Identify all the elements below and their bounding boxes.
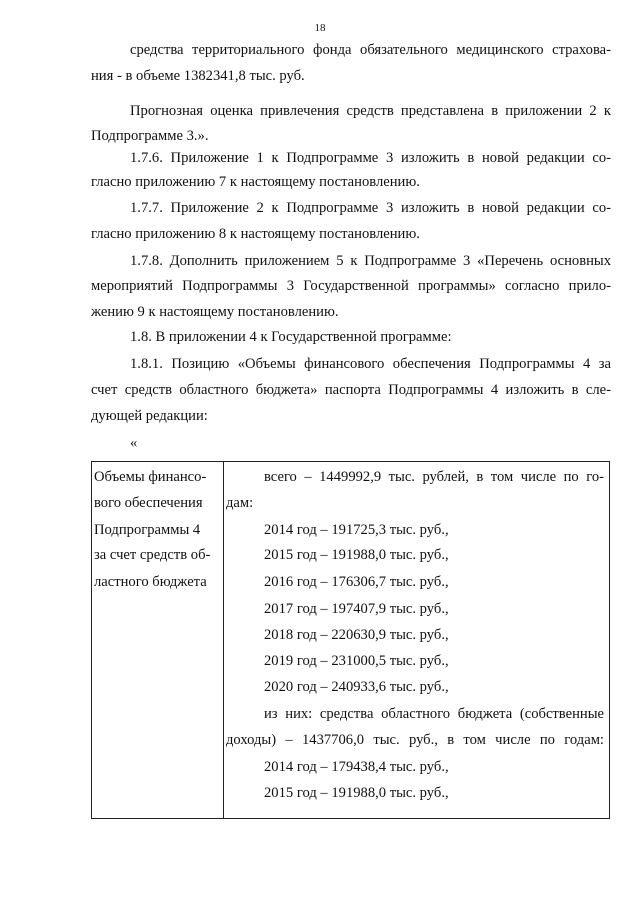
text-line: Подпрограмме 3.». xyxy=(91,128,209,144)
funding-table xyxy=(91,461,610,819)
text-line: гласно приложению 7 к настоящему постановлению. xyxy=(91,174,420,190)
text-line: 1.7.6. Приложение 1 к Подпрограмме 3 изложить в новой редакции со- xyxy=(130,150,611,166)
open-quote: « xyxy=(130,435,138,451)
value-line: 2015 год – 191988,0 тыс. руб., xyxy=(264,785,449,801)
text-line: жению 9 к настоящему постановлению. xyxy=(91,304,339,320)
value-line: 2016 год – 176306,7 тыс. руб., xyxy=(264,574,449,590)
page-number: 18 xyxy=(314,22,326,34)
value-line: 2014 год – 179438,4 тыс. руб., xyxy=(264,759,449,775)
text-line: 1.7.7. Приложение 2 к Подпрограмме 3 изложить в новой редакции со- xyxy=(130,200,611,216)
value-line: 2017 год – 197407,9 тыс. руб., xyxy=(264,601,449,617)
text-line: средства территориального фонда обязательного медицинского страхова- xyxy=(130,42,611,58)
value-line: всего – 1449992,9 тыс. рублей, в том числе по го- xyxy=(264,469,604,485)
value-line: доходы) – 1437706,0 тыс. руб., в том числе по годам: xyxy=(226,732,604,748)
value-line: 2014 год – 191725,3 тыс. руб., xyxy=(264,522,449,538)
text-line: мероприятий Подпрограммы 3 Государственной программы» согласно прило- xyxy=(91,278,611,294)
label-line: Объемы финансо- xyxy=(94,469,207,485)
text-line: 1.7.8. Дополнить приложением 5 к Подпрограмме 3 «Перечень основных xyxy=(130,253,611,269)
label-line: Подпрограммы 4 xyxy=(94,522,201,538)
value-line: дам: xyxy=(226,495,254,511)
value-line: 2018 год – 220630,9 тыс. руб., xyxy=(264,627,449,643)
value-line: 2015 год – 191988,0 тыс. руб., xyxy=(264,547,449,563)
label-line: за счет средств об- xyxy=(94,547,211,563)
table-divider xyxy=(223,462,224,818)
text-line: дующей редакции: xyxy=(91,408,208,424)
label-line: вого обеспечения xyxy=(94,495,203,511)
value-line: из них: средства областного бюджета (собственные xyxy=(264,706,604,722)
value-line: 2020 год – 240933,6 тыс. руб., xyxy=(264,679,449,695)
text-line: ния - в объеме 1382341,8 тыс. руб. xyxy=(91,68,305,84)
text-line: 1.8.1. Позицию «Объемы финансового обеспечения Подпрограммы 4 за xyxy=(130,356,611,372)
label-line: ластного бюджета xyxy=(94,574,207,590)
text-line: гласно приложению 8 к настоящему постановлению. xyxy=(91,226,420,242)
value-line: 2019 год – 231000,5 тыс. руб., xyxy=(264,653,449,669)
text-line: счет средств областного бюджета» паспорта Подпрограммы 4 изложить в сле- xyxy=(91,382,611,398)
text-line: 1.8. В приложении 4 к Государственной программе: xyxy=(130,329,452,345)
text-line: Прогнозная оценка привлечения средств представлена в приложении 2 к xyxy=(130,103,611,119)
